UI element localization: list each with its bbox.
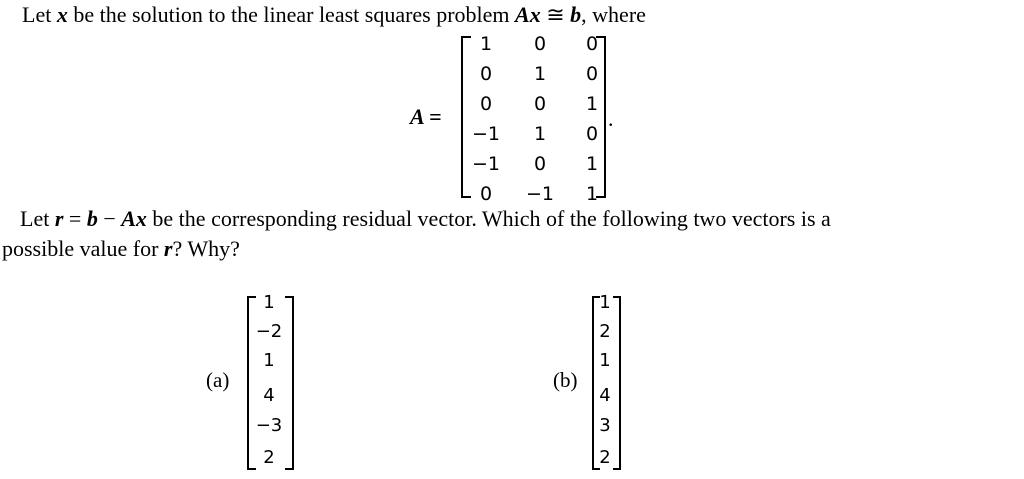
var-r-question: r <box>163 236 173 261</box>
matrix-a-cell: −1 <box>525 183 554 205</box>
option-b-entry: 1 <box>599 292 611 313</box>
var-x: x <box>56 2 68 27</box>
residual-text-1: Let <box>20 206 55 231</box>
expr-Ax-residual: Ax <box>121 206 147 231</box>
residual-text-2: be the corresponding residual vector. Which of the following two vectors is a <box>146 206 831 231</box>
matrix-a-cell: 1 <box>585 153 599 175</box>
var-b-residual: b <box>86 206 98 231</box>
option-b-entry: 2 <box>599 321 611 342</box>
var-b: b <box>570 2 582 27</box>
matrix-a-period: . <box>608 106 614 131</box>
intro-text-1: Let <box>22 2 57 27</box>
option-b-label: (b) <box>553 368 578 392</box>
matrix-a-cell: 0 <box>585 63 599 85</box>
intro-line <box>22 2 646 28</box>
matrix-a-cell: 0 <box>479 63 493 85</box>
option-a-entry: 4 <box>263 385 275 406</box>
matrix-a-cell: 0 <box>533 93 547 115</box>
matrix-a-cell: 0 <box>479 183 493 205</box>
matrix-a-cell: 0 <box>533 153 547 175</box>
matrix-a-cell: −1 <box>471 123 500 145</box>
option-a-label: (a) <box>206 368 230 392</box>
intro-text-2: be the solution to the linear least squares problem <box>67 2 516 27</box>
question-text-2: ? Why? <box>172 236 240 261</box>
option-b-entry: 1 <box>599 350 611 371</box>
option-b-entry: 4 <box>599 385 611 406</box>
option-a-right-bracket <box>285 296 294 470</box>
matrix-a-cell: 1 <box>479 33 493 55</box>
matrix-a-cell: 0 <box>585 33 599 55</box>
matrix-a-cell: 1 <box>533 63 547 85</box>
option-a-entry: 1 <box>263 292 275 313</box>
option-b-entry: 3 <box>599 415 611 436</box>
option-a-entry: −3 <box>255 415 283 436</box>
var-r: r <box>54 206 64 231</box>
matrix-a-equation: A = <box>410 104 442 129</box>
matrix-a-cell: 0 <box>533 33 547 55</box>
matrix-a-cell: 1 <box>585 183 599 205</box>
question-text-1: possible value for <box>2 236 164 261</box>
matrix-a-cell: 0 <box>479 93 493 115</box>
option-a-entry: 1 <box>263 350 275 371</box>
minus-symbol: − <box>97 206 122 231</box>
option-a-entry: −2 <box>255 321 283 342</box>
matrix-a-cell: 0 <box>585 123 599 145</box>
option-b-entry: 2 <box>599 447 611 468</box>
option-a-entry: 2 <box>263 447 275 468</box>
matrix-a-label <box>410 104 442 130</box>
matrix-a-cell: 1 <box>585 93 599 115</box>
expr-Ax: Ax <box>515 2 541 27</box>
intro-text-3: , where <box>581 2 646 27</box>
residual-line <box>20 206 831 232</box>
question-line <box>2 236 240 262</box>
matrix-a-cell: 1 <box>533 123 547 145</box>
equals-symbol: = <box>63 206 87 231</box>
matrix-a-cell: −1 <box>471 153 500 175</box>
approx-symbol: ≅ <box>540 2 571 27</box>
